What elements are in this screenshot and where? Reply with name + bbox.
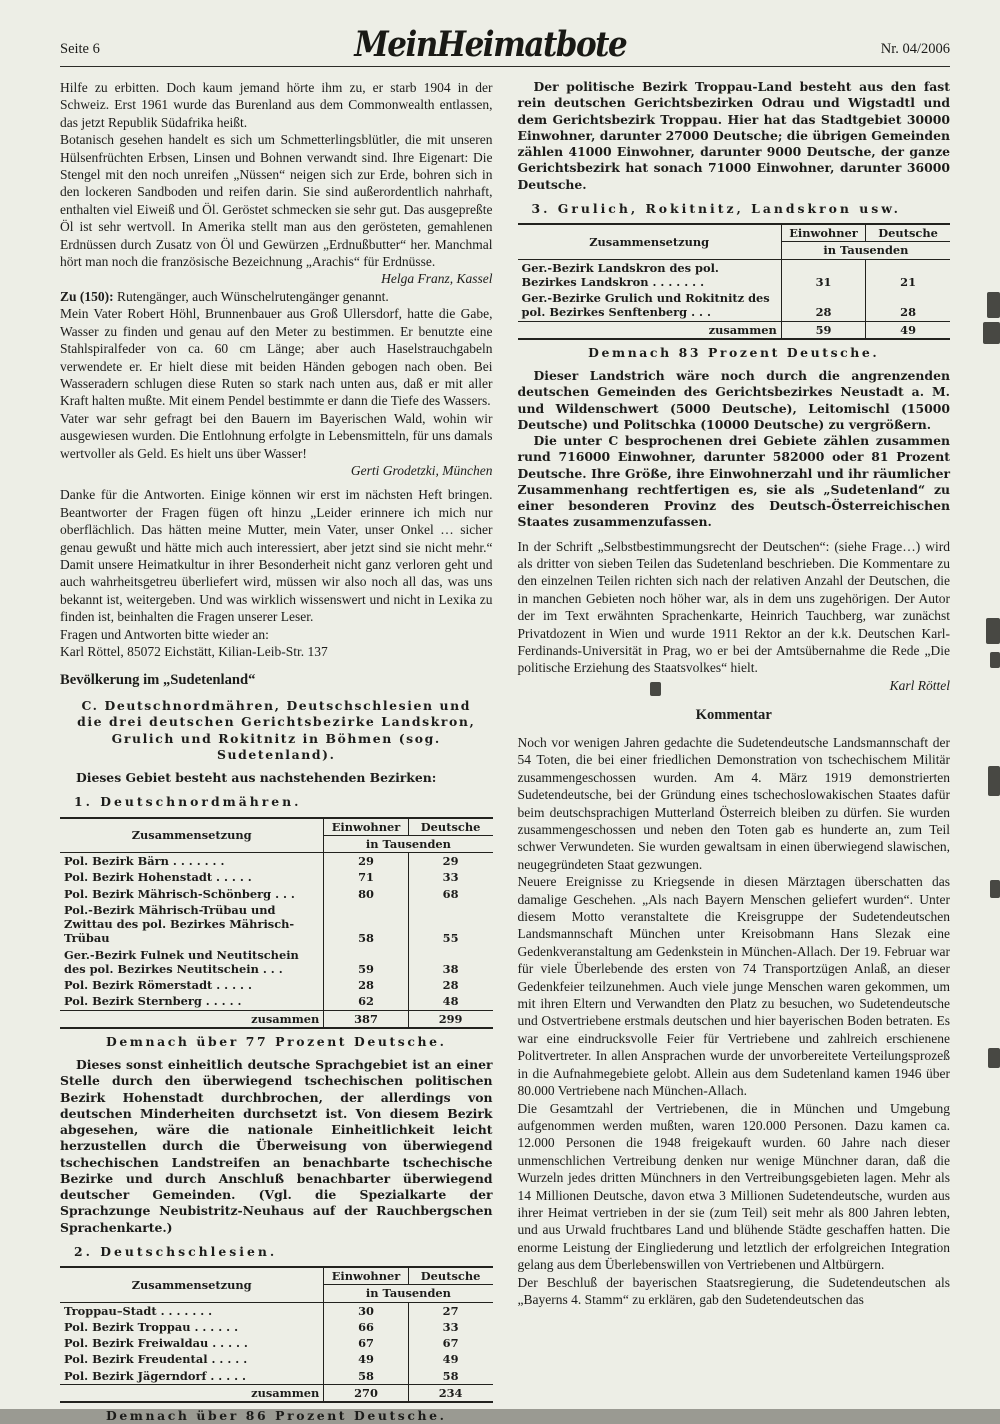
row-label: Pol.-Bezirk Mährisch-Trübau und Zwittau des pol. Bezirkes Mährisch-Trübau bbox=[64, 902, 295, 946]
article-paragraph: Der Beschluß der bayerischen Staatsregierung, die Sudetendeutschen als „Bayerns 4. Stamm“ zu erklären, gab den Sudetendeutschen das bbox=[517, 1274, 950, 1307]
scan-artifact bbox=[983, 322, 1000, 344]
fraktur-paragraph: Die unter C besprochenen drei Gebiete zählen zusammen rund 716000 Einwohner, darunter 582000 oder 81 Prozent Deutsche. Ihre Größe, ihre Einwohnerzahl und ihr räumlicher Zusammenhang rechtfertigen es, sie als „Sudetenland“ zu einer besonderen Provinz des Deutsch-Österreichischen Staates zusammenzufassen. bbox=[517, 433, 950, 530]
row-einwohner: 58 bbox=[324, 902, 408, 947]
article-paragraph: Fragen und Antworten bitte wieder an: bbox=[60, 626, 269, 642]
row-einwohner: 66 bbox=[324, 1319, 408, 1335]
row-einwohner: 67 bbox=[324, 1335, 408, 1351]
fraktur-lead: Dieses Gebiet besteht aus nachstehenden Bezirken: bbox=[76, 770, 437, 786]
row-einwohner: 71 bbox=[324, 869, 408, 885]
row-einwohner: 49 bbox=[324, 1351, 408, 1367]
row-deutsche: 38 bbox=[408, 947, 492, 978]
table-total-row bbox=[60, 1010, 493, 1028]
column-header: Deutsche bbox=[408, 1267, 492, 1285]
fraktur-intro: C. Deutschnordmähren, Deutschschlesien und die drei deutschen Gerichtsbezirke Landskron, Grulich und Rokitnitz in Böhmen (sog. Sudetenland). bbox=[77, 698, 476, 762]
row-einwohner: 30 bbox=[324, 1302, 408, 1319]
article-paragraph: Mein Vater Robert Höhl, Brunnenbauer aus Groß Ullersdorf, hatte die Gabe, Wasser zu finden und genau auf den Meter zu bestimmen. Er benutzte eine Stahlspiralfeder von ca. 60 cm Länge; aber auch Haselstrauchgabeln verwendete er. Er hielt diese mit beiden Händen gebogen nach oben. Bei Wasseradern schlugen diese Ruten so stark nach unten aus, daß er mit aller Kraft halten mußte. Mit einem Pendel bestimmte er dann die Tiefe des Wassers. bbox=[60, 306, 493, 409]
column-subheader: in Tausenden bbox=[324, 835, 493, 852]
row-label: Troppau–Stadt . . . . . . . bbox=[64, 1303, 213, 1318]
row-deutsche: 27 bbox=[408, 1302, 492, 1319]
row-einwohner: 62 bbox=[324, 993, 408, 1010]
row-label: Ger.-Bezirke Grulich und Rokitnitz des pol. Bezirkes Senftenberg . . . bbox=[521, 291, 770, 320]
page-number: Seite 6 bbox=[60, 41, 100, 57]
table-row bbox=[60, 902, 493, 947]
row-label: Pol. Bezirk Jägerndorf . . . . . bbox=[64, 1368, 247, 1383]
subsection-heading: 1. Deutschnordmähren. bbox=[74, 794, 302, 810]
section-heading: Bevölkerung im „Sudetenland“ bbox=[60, 672, 256, 689]
article-paragraph: Danke für die Antworten. Einige können wir erst im nächsten Heft bringen. Beantworter der Fragen fügen oft hinzu „Leider erinnere ich mich nur oberflächlich. Das hätten meine Mutter, mein Vater, unser Onkel … sicher genau gewußt und hätte mich auch interessiert, aber jetzt sind sie nicht mehr.“ Damit unsere Heimatkultur in ihrer Besonderheit nicht ganz verloren geht und auch wahrheitsgetreu überliefert wird, müssen wir also noch all das, was uns bekannt ist, weitergeben. Und was wirklich wissenswert und nicht in Lexika zu finden ist, beinhalten die Fragen unserer Leser. bbox=[60, 487, 493, 625]
total-value: 387 bbox=[324, 1010, 408, 1028]
row-label: Pol. Bezirk Hohenstadt . . . . . bbox=[64, 870, 252, 885]
total-label: zusammen bbox=[60, 1010, 324, 1028]
total-value: 299 bbox=[408, 1010, 492, 1028]
table-row bbox=[60, 1368, 493, 1385]
table-row bbox=[518, 259, 951, 290]
contact-address: Karl Röttel, 85072 Eichstätt, Kilian-Leib-Str. 137 bbox=[60, 644, 328, 659]
article-paragraph: In der Schrift „Selbstbestimmungsrecht der Deutschen“: (siehe Frage…) wird als dritter von sieben Teilen das Sudetenland beschrieben. Die Kommentare zu den einzelnen Teilen richten sich nach der relativen Anzahl der Deutschen, die in manchen Gebieten noch höher war, als in dem uns zugehörigen. Der Autor der im Text erwähnten Sprachenkarte, Heinrich Tauchberg, war zunächst Privatdozent in Wien und wurde 1911 Rektor an der k.k. Deutschen Karl-Ferdinands-Universität in Prag, wo er bei der Amtsübernahme die Rede „Die politische Erziehung des Staatsvolkes“ hielt. bbox=[517, 538, 950, 676]
row-deutsche: 28 bbox=[866, 290, 950, 321]
scan-artifact bbox=[990, 880, 1000, 898]
row-label: Pol. Bezirk Sternberg . . . . . bbox=[64, 994, 242, 1009]
table-row bbox=[60, 869, 493, 885]
row-label: Ger.-Bezirk Landskron des pol. Bezirkes Landskron . . . . . . . bbox=[521, 260, 719, 289]
scan-artifact bbox=[990, 652, 1000, 668]
row-einwohner: 80 bbox=[324, 886, 408, 902]
row-label: Ger.-Bezirk Fulnek und Neutitschein des pol. Bezirkes Neutitschein . . . bbox=[64, 947, 299, 976]
article-paragraph: Die Gesamtzahl der Vertriebenen, die in München und Umgebung aufgenommen werden mußten, waren 120.000 Personen. Dazu kamen ca. 12.000 Personen die 1948 freigekauft wurden. 60 Jahre nach dieser unmenschlichen Vertreibung denken nur wenige Münchner daran, daß die Wurzeln jedes dritten Münchners in den Vertreibungsgebieten lagen. Mehr als 14 Millionen Deutsche, davon etwa 3 Millionen Sudetendeutsche, wurden aus ihrer Heimat vertrieben in der sie (zum Teil) seit mehr als 800 Jahren lebten, und aus Urwald fruchtbares Land und blühende Städte geschaffen hatten. Die enorme Leistung der Eingliederung und letztlich der erfolgreichen Integration gelang aus dem Überlebenswillen von Vertriebenen und Altbürgern. bbox=[517, 1100, 950, 1273]
row-label: Pol. Bezirk Troppau . . . . . . bbox=[64, 1319, 239, 1334]
scan-artifact bbox=[988, 1048, 1000, 1068]
row-einwohner: 58 bbox=[324, 1368, 408, 1385]
row-deutsche: 55 bbox=[408, 902, 492, 947]
article-paragraph: Noch vor wenigen Jahren gedachte die Sudetendeutsche Landsmannschaft der 54 Toten, die bei einer friedlichen Demonstration von tschechischem Militär zusammengeschossen wurden. Am 4. März 1919 demonstrierten Sudetendeutsche, bei der Gründung eines tschechoslowakischen Staates dafür beim deutschsprachigen Mutterland Österreich bleiben zu dürfen. Sie wurden zusammengeschossen und neben den Toten gab es hunderte an, zum Teil schwer Verwundeten. Sie wurden gewaltsam in einen überwiegend slawischen, neugegründeten Staat gezwungen. bbox=[517, 734, 950, 872]
row-deutsche: 33 bbox=[408, 1319, 492, 1335]
fraktur-paragraph: Dieses sonst einheitlich deutsche Sprachgebiet ist an einer Stelle durch den überwiegend tschechischen politischen Bezirk Hohenstadt durchbrochen, der allerdings von deutschen Minderheiten durchsetzt ist. Von diesem Bezirk abgesehen, wäre die nationale Einheitlichkeit leicht herzustellen durch die Überweisung von überwiegend tschechischen Landstreifen an benachbarte tschechische Bezirke und durch Anschluß benachbarter überwiegend deutscher Gemeinden. (Vgl. die Spezialkarte der Sprachzunge Neubistritz-Neuhaus auf der Rauchbergschen Sprachenkarte.) bbox=[60, 1057, 493, 1235]
table-row bbox=[60, 886, 493, 902]
row-label: Pol. Bezirk Freiwaldau . . . . . bbox=[64, 1336, 248, 1351]
row-einwohner: 59 bbox=[324, 947, 408, 978]
kommentar-heading: Kommentar bbox=[695, 707, 772, 724]
column-header: Deutsche bbox=[408, 818, 492, 836]
left-column bbox=[60, 79, 493, 1424]
question-text: Rutengänger, auch Wünschelrutengänger genannt. bbox=[117, 288, 389, 304]
row-einwohner: 31 bbox=[781, 259, 865, 290]
table-row bbox=[60, 993, 493, 1010]
column-header: Zusammensetzung bbox=[60, 818, 324, 853]
row-deutsche: 68 bbox=[408, 886, 492, 902]
page-header bbox=[60, 24, 950, 67]
row-label: Pol. Bezirk Mährisch-Schönberg . . . bbox=[64, 886, 295, 901]
table-conclusion: Demnach 83 Prozent Deutsche. bbox=[588, 344, 880, 360]
row-einwohner: 28 bbox=[781, 290, 865, 321]
row-deutsche: 67 bbox=[408, 1335, 492, 1351]
question-ref: Zu (150): bbox=[60, 288, 114, 304]
article-paragraph: Botanisch gesehen handelt es sich um Schmetterlingsblütler, die mit unseren Hülsenfrüchten Erbsen, Linsen und Bohnen verwandt sind. Ihre Eigenart: Die Stengel mit den noch unreifen „Nüssen“ neigen sich zur Erde, bohren sich in den lockeren Sandboden und reifen darin. Sie sind außerordentlich nahrhaft, enthalten viel Eiweiß und Öl. Geröstet schmecken sie sehr gut. Das ausgepreßte Öl ist sehr wertvoll. In Amerika stellt man aus den gerösteten, gemahlenen Erdnüssen durch Zusatz von Öl und Gewürzen „Erdnußbutter“ her. Manchmal hört man noch die französische Bezeichnung „Arachis“ für Erdnüsse. bbox=[60, 132, 493, 270]
masthead-logo: MeinHeimatbote bbox=[354, 24, 627, 66]
article-paragraph: Vater war sehr gefragt bei den Bauern im Bayerischen Wald, wohin wir ausgewiesen wurden. Die Entlohnung erfolgte in Lebensmitteln, für uns damals wertvoller als Geld. Es hielt uns über Wasser! bbox=[60, 410, 493, 461]
right-column bbox=[518, 79, 951, 1379]
table-row bbox=[60, 977, 493, 993]
scan-artifact bbox=[987, 292, 1000, 318]
total-value: 49 bbox=[866, 321, 950, 339]
column-subheader: in Tausenden bbox=[324, 1285, 493, 1302]
row-deutsche: 28 bbox=[408, 977, 492, 993]
column-subheader: in Tausenden bbox=[781, 242, 950, 259]
table-row bbox=[60, 947, 493, 978]
row-deutsche: 33 bbox=[408, 869, 492, 885]
article-paragraph bbox=[60, 288, 493, 305]
population-table-schlesien bbox=[60, 1266, 493, 1403]
scan-artifact bbox=[986, 618, 1000, 644]
table-row bbox=[518, 290, 951, 321]
row-deutsche: 21 bbox=[866, 259, 950, 290]
column-header: Zusammensetzung bbox=[518, 224, 782, 259]
row-einwohner: 29 bbox=[324, 853, 408, 870]
total-label: zusammen bbox=[518, 321, 782, 339]
population-table-grulich bbox=[518, 223, 951, 340]
page-columns bbox=[60, 79, 950, 1424]
scan-artifact bbox=[988, 766, 1000, 796]
table-conclusion: Demnach über 86 Prozent Deutsche. bbox=[105, 1408, 447, 1424]
row-label: Pol. Bezirk Freudental . . . . . bbox=[64, 1352, 248, 1367]
row-deutsche: 58 bbox=[408, 1368, 492, 1385]
table-row bbox=[60, 1351, 493, 1367]
row-deutsche: 49 bbox=[408, 1351, 492, 1367]
fraktur-paragraph: Der politische Bezirk Troppau-Land besteht aus den fast rein deutschen Gerichtsbezirken Odrau und Wigstadtl und dem Gerichtsbezirk Troppau. Hier hat das Stadtgebiet 30000 Einwohner, darunter 27000 Deutsche; die übrigen Gemeinden zählen 41000 Einwohner, darunter 9000 Deutsche, der ganze Gerichtsbezirk hat sonach 71000 Einwohner, darunter 36000 Deutsche. bbox=[517, 79, 950, 192]
column-header: Zusammensetzung bbox=[60, 1267, 324, 1302]
issue-number: Nr. 04/2006 bbox=[880, 41, 950, 57]
fraktur-paragraph: Dieser Landstrich wäre noch durch die angrenzenden deutschen Gemeinden des Gerichtsbezirkes Neustadt a. M. und Wildenschwert (5000 Deutsche), Leitomischl (15000 Deutsche) und Politschka (10000 Deutsche) zu vergrößern. bbox=[517, 368, 950, 432]
row-deutsche: 48 bbox=[408, 993, 492, 1010]
row-deutsche: 29 bbox=[408, 853, 492, 870]
population-table-nordmaehren bbox=[60, 817, 493, 1029]
column-header: Deutsche bbox=[866, 224, 950, 242]
total-value: 270 bbox=[324, 1384, 408, 1402]
author-signature: Gerti Grodetzki, München bbox=[350, 462, 493, 478]
total-label: zusammen bbox=[60, 1384, 324, 1402]
column-header: Einwohner bbox=[781, 224, 865, 242]
article-paragraph: Neuere Ereignisse zu Kriegsende in diesen Märztagen überschatten das damalige Geschehen. „Als nach Bayern Menschen geliefert wurden“. Unter diesem Motto veranstaltete die Kreisgruppe der Sudetendeutschen Landsmannschaft München unter Kreisobmann Hans Slezak eine Gedenkveranstaltung am Gedenkstein in München-Allach. Der 19. Februar war für viele Überlebende des ersten von 74 Transportzügen Anlaß, an dieser Gedenkfeier teilzunehmen. Auch viele junge Menschen waren gekommen, um mit ihren Eltern und Verwandten den Platz zu besuchen, wo Sudetendeutsche und Ostvertriebene erstmals deutschen und hier bayerischen Boden betraten. Es war eine eindrucksvolle Feier für Vertriebene und zahlreich erschienene Politvertreter. In allen Ansprachen wurde der unvorbereitete Verteilungsprozeß in die Aufnahmegebiete gelobt. Allein aus dem Sudetenland kamen 1946 über 80.000 Vertriebene nach München-Allach. bbox=[517, 874, 950, 1099]
scan-artifact bbox=[650, 682, 661, 696]
table-total-row bbox=[60, 1384, 493, 1402]
row-label: Pol. Bezirk Bärn . . . . . . . bbox=[64, 854, 225, 869]
row-label: Pol. Bezirk Römerstadt . . . . . bbox=[64, 978, 252, 993]
column-header: Einwohner bbox=[324, 818, 408, 836]
table-row bbox=[60, 853, 493, 870]
column-header: Einwohner bbox=[324, 1267, 408, 1285]
author-signature: Helga Franz, Kassel bbox=[381, 271, 493, 287]
subsection-heading: 3. Grulich, Rokitnitz, Landskron usw. bbox=[531, 200, 901, 216]
table-row bbox=[60, 1319, 493, 1335]
table-total-row bbox=[518, 321, 951, 339]
total-value: 234 bbox=[408, 1384, 492, 1402]
subsection-heading: 2. Deutschschlesien. bbox=[74, 1243, 278, 1259]
author-signature: Karl Röttel bbox=[889, 677, 950, 693]
article-paragraph: Hilfe zu erbitten. Doch kaum jemand hörte ihm zu, er starb 1904 in der Schweiz. Erst 1961 wurde das Burenland aus dem Commonwealth entlassen, das jetzt Republik Südafrika heißt. bbox=[60, 80, 493, 130]
row-einwohner: 28 bbox=[324, 977, 408, 993]
table-row bbox=[60, 1302, 493, 1319]
total-value: 59 bbox=[781, 321, 865, 339]
table-row bbox=[60, 1335, 493, 1351]
table-conclusion: Demnach über 77 Prozent Deutsche. bbox=[105, 1033, 447, 1049]
